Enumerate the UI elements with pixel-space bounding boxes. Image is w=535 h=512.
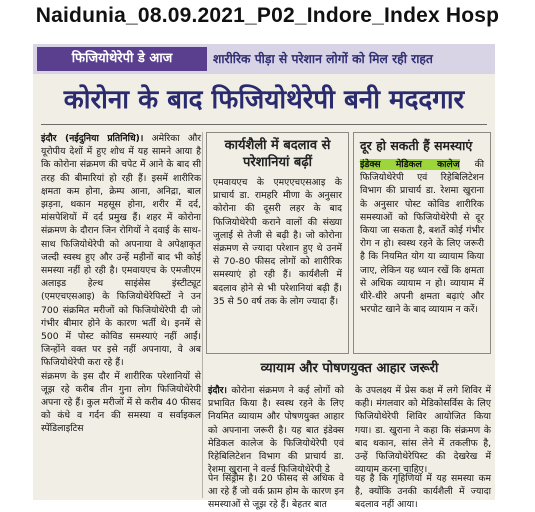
banner-tag: फिजियोथेरेपी डे आज [37, 47, 207, 71]
left-column-lead: इंदौर (नईदुनिया प्रतिनिधि)। [41, 133, 144, 144]
top-banner [33, 44, 495, 74]
column-divider [202, 132, 203, 498]
bottom-column-1-lead: इंदौर। [208, 385, 228, 396]
left-column [41, 132, 201, 498]
box-remedy [353, 132, 491, 354]
bottom-column-3: पेन सिंड्रोम है। 20 फीसद से अधिक वे आ रहे हैं जो वर्क फ्राम होम के कारण इन समस्याओं से जूझ रहे हैं। बेहतर बात [208, 473, 344, 511]
box-remedy-body: की फिजियोथेरेपी एवं रिहेबिलिटेशन विभाग की प्राचार्य डा. रेशमा खुराना के अनुसार पोस्ट कोविड शारीरिक समस्याओं को फिजियोथेरेपी से दूर किया जा सकता है, बशर्ते कोई गंभीर रोग न हो। स्वस्थ रहने के लिए जरूरी है कि नियमित योग या व्यायाम किया जाए, लेकिन यह ध्यान रखें कि क्षमता से अधिक व्यायाम न हो। व्यायाम में धीरे-धीरे अपनी क्षमता बढ़ाएं और भरपोट खाने के बाद व्यायाम न करें। [360, 159, 484, 316]
bottom-column-1-text: कोरोना संक्रमण ने कई लोगों को प्रभावित किया है। स्वस्थ रहने के लिए नियमित व्यायाम और पोषणयुक्त आहार को अपनाना जरूरी है। यह बात इंडेक्स मेडिकल कालेज के फिजियोथेरेपी एवं रिहेबिलिटेशन विभाग की प्राचार्य डा. रेशमा खुराना ने वर्ल्ड फिजियोथेरेपी डे [208, 385, 345, 476]
box-workstyle [206, 132, 349, 354]
bottom-column-1 [208, 384, 345, 476]
bottom-column-4: यह है कि गृहिणियों में यह समस्या कम है, क्योंकि उनकी कार्यशैली में ज्यादा बदलाव नहीं आया। [355, 473, 491, 511]
headline-divider [41, 124, 487, 125]
newspaper-clipping [33, 44, 495, 511]
subheading-exercise: व्यायाम और पोषणयुक्त आहार जरूरी [260, 361, 439, 376]
highlighted-college-name: इंडेक्स मेडिकल कालेज [360, 159, 460, 170]
image-caption: Naidunia_08.09.2021_P02_Indore_Index Hosp [35, 4, 500, 27]
left-column-body-2: संक्रमण के इस दौर में शारीरिक परेशानियों से जूझ रहे करीब तीन गुना लोग फिजियोथेरेपी अपना रहे हैं। कुल मरीजों में से करीब 40 फीसद को कंधे व गर्दन की समस्या व सर्वाइकल स्पेंडिलाइटिस [41, 370, 201, 435]
left-column-body: अमेरिका और यूरोपीय देशों में हुए शोध में यह सामने आया है कि कोरोना संक्रमण की चपेट में आने के बाद सी तरह की बीमारियां हो रही हैं। इसमें शारीरिक क्षमता कम होना, क्रेम्प आना, अनिद्रा, बाल झड़ना, थकान महसूस होना, शरीर में दर्द, मांसपेशियों में दर्द प्रमुख हैं। शहर में कोरोना संक्रमण के दौरान जिन रोगियों ने दवाई के साथ-साथ फिजियोथेरेपी को अपनाया वे अपेक्षाकृत जल्दी स्वस्थ हुए और उन्हें महीनों बाद भी कोई समस्या नहीं हो रही है। एमवायएच के एमजीएम अलाइड हेल्थ साइंसेस इंस्टीट्यूट (एमएचएसआइ) के फिजियोथेरेपिस्टों ने उन 700 संक्रमित मरीजों को फिजियोथेरेपी दी जो गंभीर बीमार होने के कारण भर्ती थे। इनमें से 500 में पोस्ट कोविड समस्याएं नहीं आईं। जिन्होंने वक्त पर इसे नहीं अपनाया, वे अब फिजियोथेरेपी करा रहे हैं। [41, 133, 201, 369]
box-workstyle-heading: कार्यशैली में बदलाव से परेशानियां बढ़ीं [224, 138, 331, 170]
box-remedy-heading: दूर हो सकती हैं समस्याएं [360, 138, 473, 153]
box-workstyle-body: एमवायएच के एमएएचएसआइ के प्राचार्य डा. रामहरि मीणा के अनुसार कोरोना की दूसरी लहर के बाद फिजियोथेरेपी कराने वालों की संख्या जुलाई से तेजी से बढ़ी है। जो कोरोना संक्रमण से ज्यादा परेशान हुए थे उनमें से 70-80 फीसद लोगों को शारीरिक समस्याएं हो रही हैं। कार्यशैली में बदलाव होने से भी परेशानियां बढ़ी हैं। 35 से 50 वर्ष तक के लोग ज्यादा हैं। [213, 177, 342, 307]
banner-text: शारीरिक पीड़ा से परेशान लोगों को मिल रही राहत [213, 52, 433, 66]
bottom-column-2: के उपलक्ष्य में प्रेस कक्ष में लगे शिविर में कही। मंगलवार को मेडिकोसर्विस के लिए फिजियोथेरेपी शिविर आयोजित किया गया। डा. खुराना ने कहा कि संक्रमण के बाद थकान, सांस लेने में तकलीफ है, उन्हें फिजियोथेरेपिस्ट की देखरेख में व्यायाम करना चाहिए। [355, 385, 491, 476]
headline: कोरोना के बाद फिजियोथेरेपी बनी मददगार [63, 85, 465, 115]
